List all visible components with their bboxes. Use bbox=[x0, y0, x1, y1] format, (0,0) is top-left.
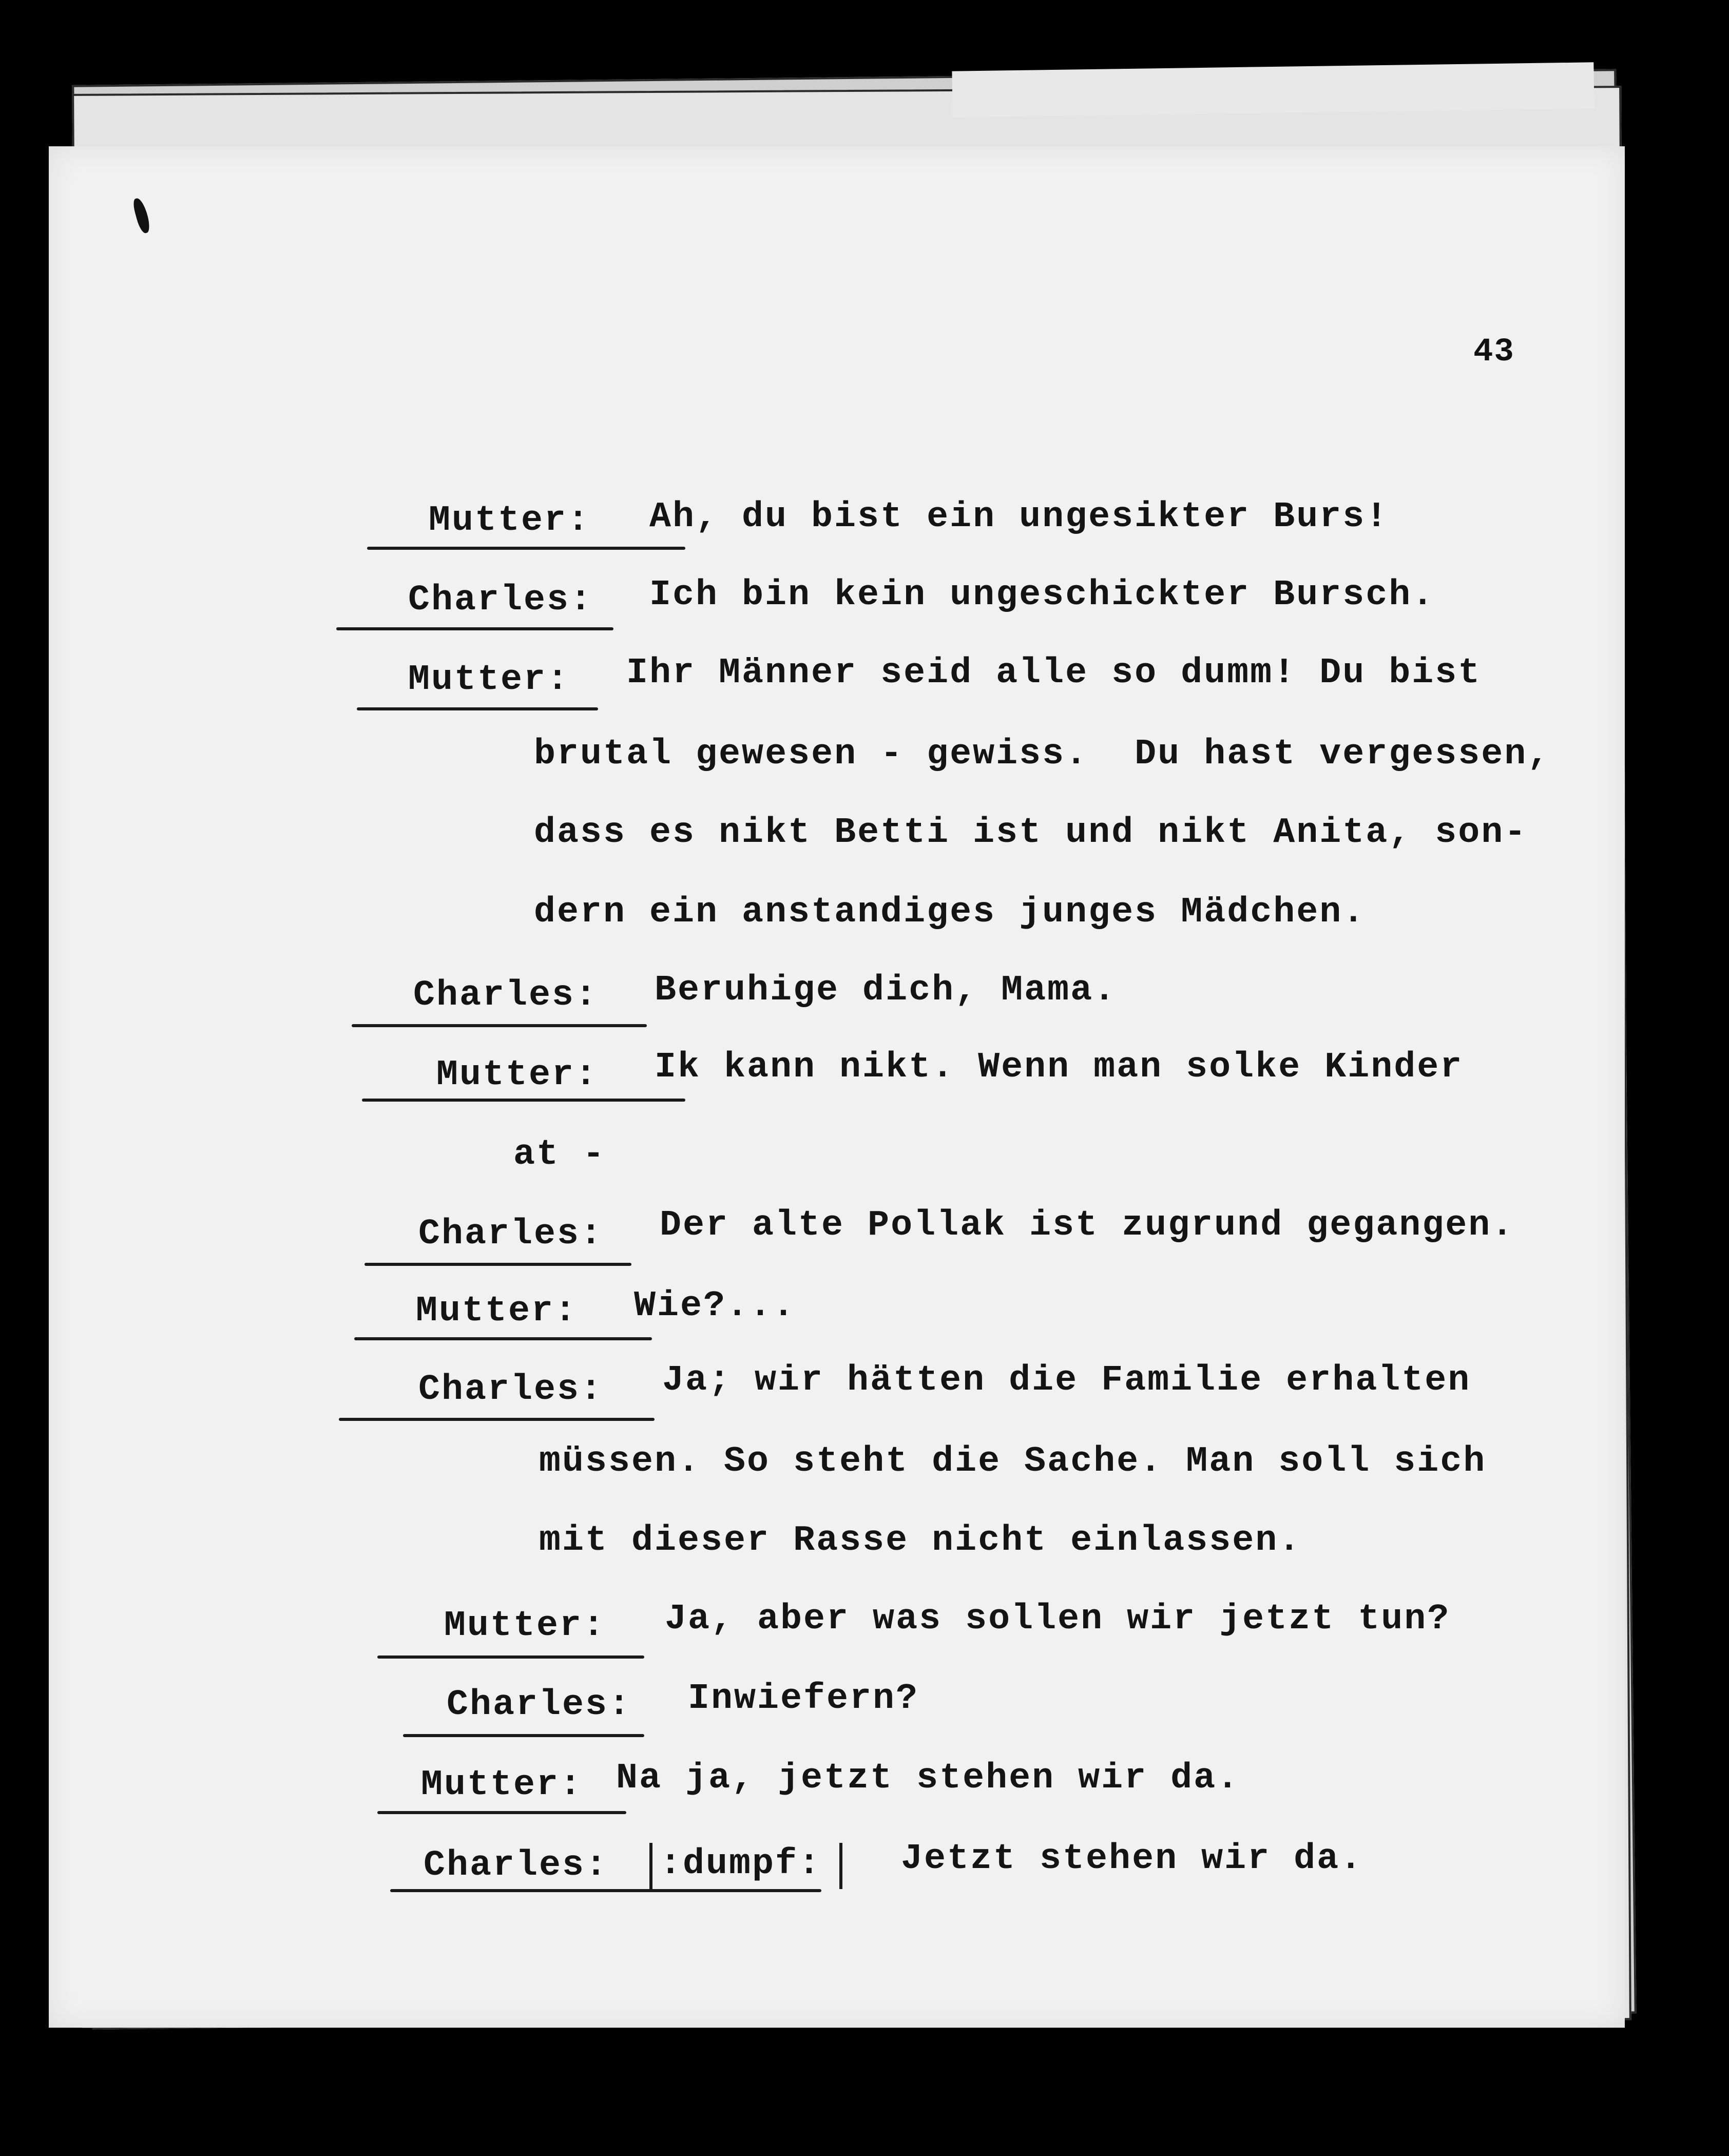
dialogue-line: Jetzt stehen wir da. bbox=[901, 1839, 1363, 1879]
speaker-label: Charles: bbox=[418, 1370, 604, 1410]
dialogue-line: mit dieser Rasse nicht einlassen. bbox=[539, 1520, 1302, 1561]
dialogue-line: Ik kann nikt. Wenn man solke Kinder bbox=[655, 1047, 1464, 1088]
dialogue-line: Wie?... bbox=[634, 1286, 796, 1326]
dialogue-line: Ihr Männer seid alle so dumm! Du bist bbox=[626, 653, 1482, 694]
speaker-underline bbox=[336, 627, 613, 630]
bracket-bar bbox=[649, 1843, 652, 1889]
speaker-underline bbox=[352, 1024, 647, 1027]
dialogue-line: Ja, aber was sollen wir jetzt tun? bbox=[665, 1599, 1451, 1640]
dialogue-line: at - bbox=[513, 1134, 606, 1175]
speaker-underline bbox=[367, 547, 685, 550]
speaker-label: Charles: bbox=[413, 975, 599, 1016]
speaker-label: Charles: bbox=[408, 580, 593, 621]
dialogue-line: müssen. So steht die Sache. Man soll sich bbox=[539, 1441, 1487, 1482]
speaker-underline bbox=[339, 1418, 655, 1421]
speaker-label: Mutter: bbox=[429, 500, 591, 541]
speaker-label: Mutter: bbox=[444, 1606, 606, 1646]
speaker-underline bbox=[377, 1656, 644, 1659]
speaker-underline bbox=[354, 1337, 652, 1340]
dialogue-line: Inwiefern? bbox=[688, 1679, 919, 1719]
dialogue-line: dern ein anstandiges junges Mädchen. bbox=[534, 892, 1366, 933]
speaker-label: Mutter: bbox=[408, 660, 570, 700]
speaker-label: Charles: bbox=[418, 1214, 604, 1255]
speaker-underline bbox=[357, 707, 598, 710]
dialogue-line: Ja; wir hätten die Familie erhalten bbox=[662, 1360, 1471, 1401]
speaker-label: Mutter: bbox=[416, 1291, 578, 1332]
speaker-label: Charles: bbox=[424, 1845, 609, 1886]
dialogue-line: dass es nikt Betti ist und nikt Anita, son- bbox=[534, 813, 1528, 853]
dialogue-line: Na ja, jetzt stehen wir da. bbox=[616, 1758, 1240, 1799]
speaker-label: Mutter: bbox=[436, 1055, 599, 1095]
dialogue-line: Ah, du bist ein ungesikter Burs! bbox=[649, 497, 1389, 537]
dialogue-line: brutal gewesen - gewiss. Du hast vergessen, bbox=[534, 734, 1551, 775]
speaker-underline bbox=[362, 1099, 685, 1102]
dialogue-line: Beruhige dich, Mama. bbox=[655, 970, 1117, 1011]
dialogue-line: Ich bin kein ungeschickter Bursch. bbox=[649, 575, 1435, 615]
speaker-underline bbox=[377, 1811, 626, 1814]
speaker-underline bbox=[390, 1889, 821, 1892]
stage-direction: :dumpf: bbox=[660, 1844, 822, 1884]
bracket-bar bbox=[839, 1843, 842, 1889]
paper-tab bbox=[952, 62, 1594, 117]
speaker-underline bbox=[403, 1734, 644, 1737]
dialogue-line: Der alte Pollak ist zugrund gegangen. bbox=[660, 1205, 1515, 1246]
page-number: 43 bbox=[1473, 334, 1515, 371]
speaker-underline bbox=[364, 1263, 631, 1266]
speaker-label: Charles: bbox=[447, 1685, 632, 1725]
speaker-label: Mutter: bbox=[421, 1765, 583, 1805]
